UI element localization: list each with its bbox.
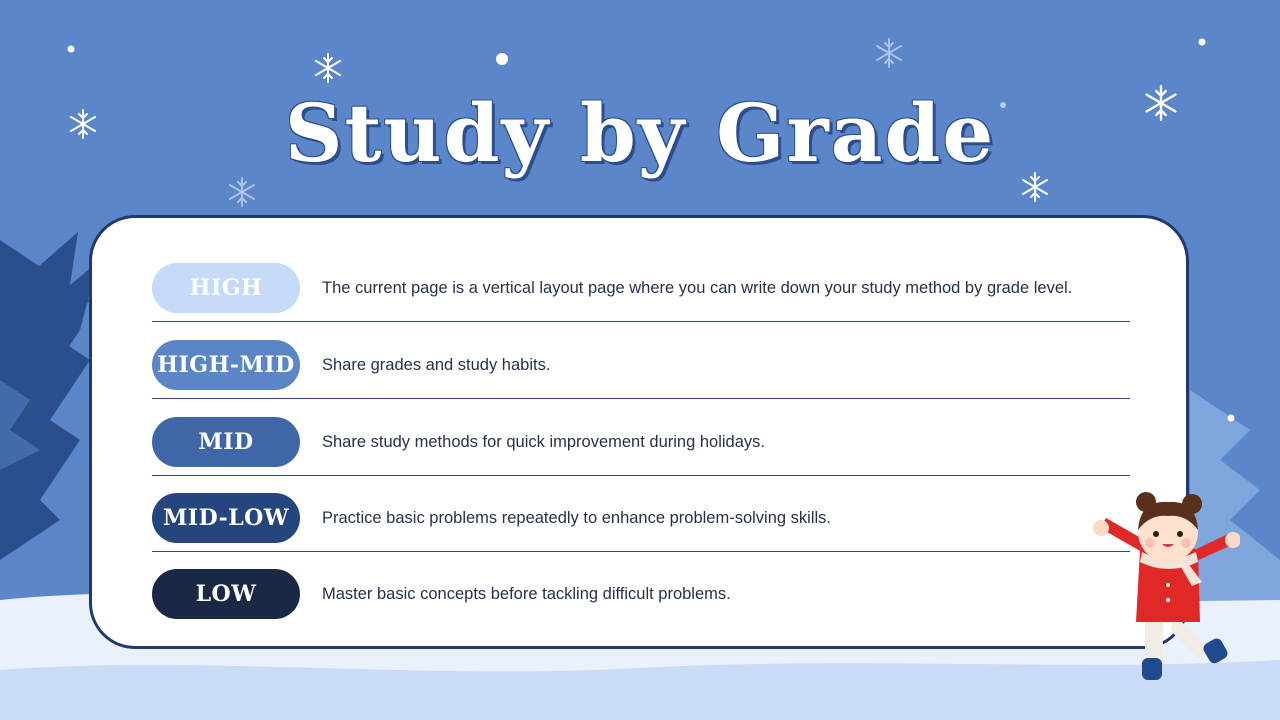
grade-description: The current page is a vertical layout page where you can write down your study method by grade level. <box>322 278 1073 297</box>
grade-description: Share study methods for quick improvement during holidays. <box>322 432 765 451</box>
grade-row-mid-low <box>152 476 1130 552</box>
page-title: Study by Grade <box>284 86 996 180</box>
row-divider <box>152 321 1130 322</box>
grade-pill-high-mid: HIGH-MID <box>152 340 300 390</box>
grade-pill-low: LOW <box>152 569 300 619</box>
row-divider <box>152 398 1130 399</box>
grade-pill-mid-low: MID-LOW <box>152 493 300 543</box>
grade-pill-mid: MID <box>152 417 300 467</box>
grade-description: Share grades and study habits. <box>322 355 551 374</box>
grade-row-low <box>152 552 1130 628</box>
grade-row-high <box>152 246 1130 322</box>
girl-character-illustration <box>1090 490 1240 685</box>
snowflake-icon <box>230 178 254 206</box>
snowflake-icon <box>877 39 901 67</box>
grade-pill-high: HIGH <box>152 263 300 313</box>
grade-card <box>89 215 1189 649</box>
grade-description: Master basic concepts before tackling difficult problems. <box>322 584 731 603</box>
grade-description: Practice basic problems repeatedly to enhance problem-solving skills. <box>322 508 831 527</box>
grade-row-high-mid <box>152 323 1130 399</box>
snowflake-icon <box>316 54 340 82</box>
grade-row-mid <box>152 400 1130 476</box>
